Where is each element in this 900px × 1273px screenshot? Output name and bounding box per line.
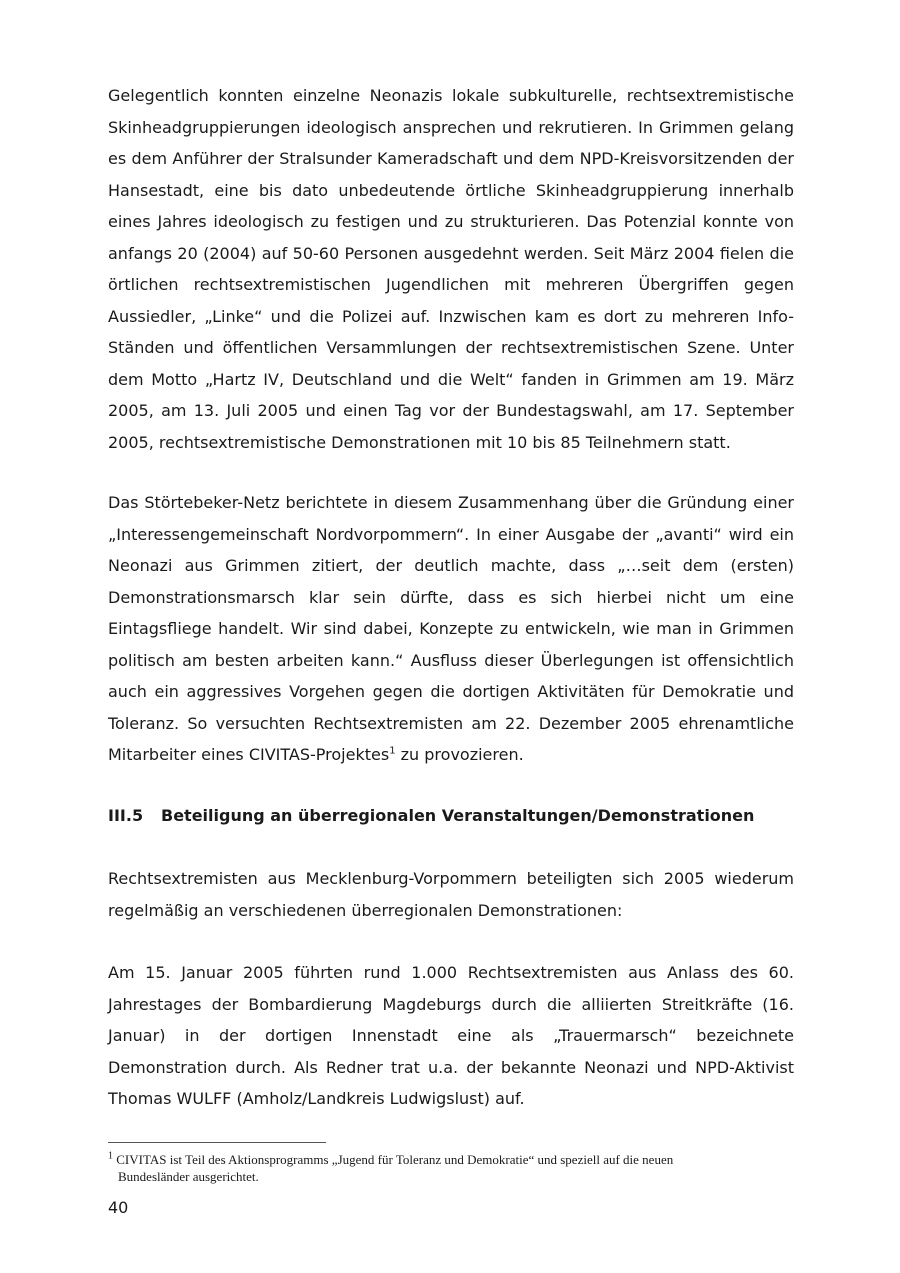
paragraph-intro-demonstrations: Rechtsextremisten aus Mecklenburg-Vorpommern beteiligten sich 2005 wiederum regelmäßig an verschiedenen überregionalen Demonstrationen:	[108, 869, 794, 920]
footnote-text-line1: CIVITAS ist Teil des Aktionsprogramms „Jugend für Toleranz und Demokratie“ und speziell auf die neuen	[113, 1152, 674, 1167]
footnote-marker: 1	[108, 1150, 113, 1162]
section-number: III.5	[108, 806, 144, 825]
page-number: 40	[108, 1198, 129, 1217]
footnote	[108, 1151, 794, 1185]
paragraph-text-end: zu provozieren.	[395, 745, 524, 764]
paragraph-magdeburg-march: Am 15. Januar 2005 führten rund 1.000 Rechtsextremisten aus Anlass des 60. Jahrestages der Bombardierung Magdeburgs durch die alliierten Streitkräfte (16. Januar) in der dortigen Innenstadt eine als „Trauermarsch“ bezeichnete Demonstration durch. Als Redner trat u.a. der bekannte Neonazi und NPD-Aktivist Thomas WULFF (Amholz/Landkreis Ludwigslust) auf.	[108, 963, 794, 1108]
footnote-divider	[108, 1142, 326, 1143]
paragraph-text: Das Störtebeker-Netz berichtete in diesem Zusammenhang über die Gründung einer „Interessengemeinschaft Nordvorpommern“. In einer Ausgabe der „avanti“ wird ein Neonazi aus Grimmen zitiert, der deutlich machte, dass „…seit dem (ersten) Demonstrationsmarsch klar sein dürfte, dass es sich hierbei nicht um eine Eintagsfliege handelt. Wir sind dabei, Konzepte zu entwickeln, wie man in Grimmen politisch am besten arbeiten kann.“ Ausfluss dieser Überlegungen ist offensichtlich auch ein aggressives Vorgehen gegen die dortigen Aktivitäten für Demokratie und Toleranz. So versuchten Rechtsextremisten am 22. Dezember 2005 ehrenamtliche Mitarbeiter eines CIVITAS-Projektes	[108, 493, 794, 764]
section-title: Beteiligung an überregionalen Veranstaltungen/Demonstrationen	[161, 806, 755, 825]
paragraph-grimmen-skinheads: Gelegentlich konnten einzelne Neonazis lokale subkulturelle, rechtsextremistische Skinheadgruppierungen ideologisch ansprechen und rekrutieren. In Grimmen gelang es dem Anführer der Stralsunder Kameradschaft und dem NPD-Kreisvorsitzenden der Hansestadt, eine bis dato unbedeutende örtliche Skinheadgruppierung innerhalb eines Jahres ideologisch zu festigen und zu strukturieren. Das Potenzial konnte von anfangs 20 (2004) auf 50-60 Personen ausgedehnt werden. Seit März 2004 fielen die örtlichen rechtsextremistischen Jugendlichen mit mehreren Übergriffen gegen Aussiedler, „Linke“ und die Polizei auf. Inzwischen kam es dort zu mehreren Info-Ständen und öffentlichen Versammlungen der rechtsextremistischen Szene. Unter dem Motto „Hartz IV, Deutschland und die Welt“ fanden in Grimmen am 19. März 2005, am 13. Juli 2005 und einen Tag vor der Bundestagswahl, am 17. September 2005, rechtsextremistische Demonstrationen mit 10 bis 85 Teilnehmern statt.	[108, 86, 794, 452]
footnote-reference: 1	[389, 745, 396, 757]
section-heading	[108, 800, 794, 832]
footnote-text-line2: Bundesländer ausgerichtet.	[118, 1169, 259, 1184]
paragraph-stoertebeker-netz	[108, 487, 794, 771]
